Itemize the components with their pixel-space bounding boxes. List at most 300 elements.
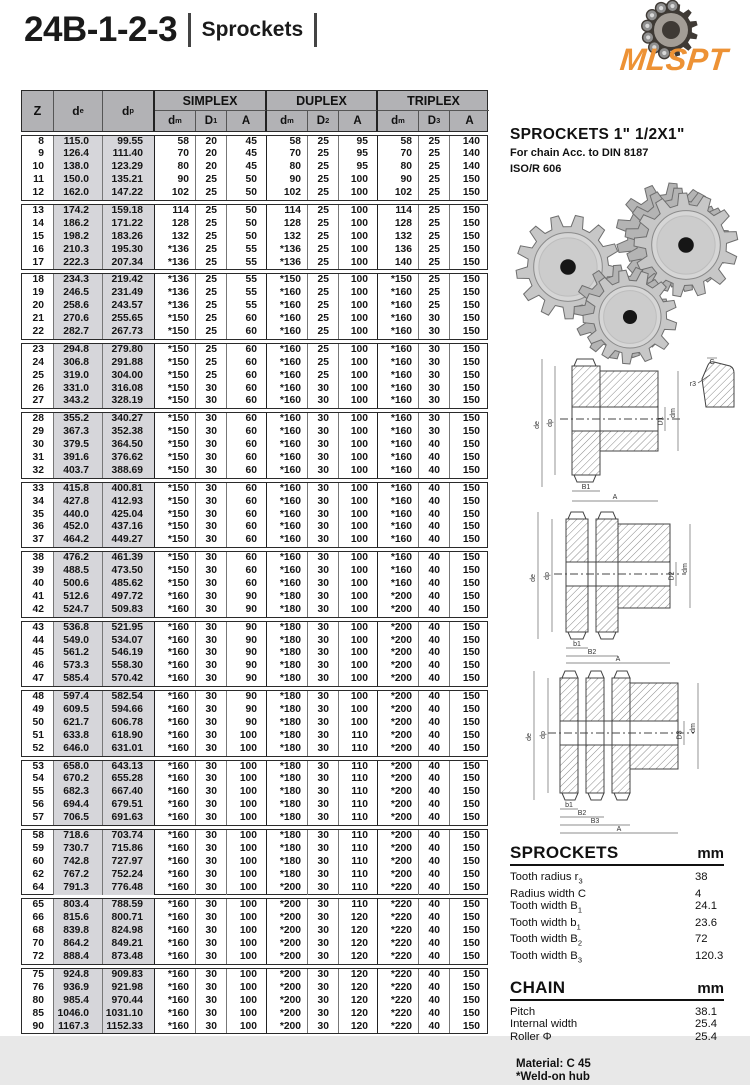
spec-sprockets-rows (510, 871, 724, 967)
table-cell: 30 (419, 326, 450, 339)
table-cell: 150 (462, 1007, 480, 1019)
table-row (22, 635, 487, 648)
col-header-de: d e (54, 91, 103, 131)
table-cell: 1046.0 (54, 1008, 103, 1021)
table-cell: *180 (267, 604, 308, 617)
table-cell: 100 (339, 383, 378, 396)
table-cell: *160 (155, 591, 196, 604)
table-cell: 150 (462, 439, 480, 451)
table-cell: 90 (155, 174, 196, 187)
table-cell: 72 (22, 951, 54, 964)
table-row (22, 982, 487, 995)
spec-chain-rows (510, 1006, 724, 1043)
table-cell: 60 (227, 578, 267, 591)
table-cell: 570.42 (103, 673, 155, 686)
table-cell: 30 (196, 565, 227, 578)
table-cell: *160 (378, 552, 419, 565)
table-cell: 730.7 (54, 843, 103, 856)
table-cell: 30 (196, 673, 227, 686)
table-cell: *160 (155, 830, 196, 843)
table-row (22, 660, 487, 673)
table-cell: *160 (378, 344, 419, 357)
table-cell: 30 (196, 869, 227, 882)
table-cell: *220 (378, 982, 419, 995)
table-cell: 30 (196, 730, 227, 743)
table-cell: 667.40 (103, 786, 155, 799)
table-cell: 25 (308, 205, 339, 218)
table-cell: 120 (339, 1021, 378, 1034)
table-cell: 85 (22, 1008, 54, 1021)
table-cell: *160 (267, 370, 308, 383)
table-cell: 95 (339, 136, 378, 149)
table-cell: 40 (419, 982, 450, 995)
table-cell: 30 (196, 773, 227, 786)
table-cell: 415.8 (54, 483, 103, 496)
table-group (21, 343, 488, 409)
dim-label-dp: dp (540, 731, 547, 739)
table-cell: 195.30 (103, 244, 155, 257)
table-cell: 8 (22, 136, 54, 149)
table-cell: 30 (196, 882, 227, 895)
table-cell: *200 (267, 995, 308, 1008)
table-cell: 150 (462, 413, 480, 425)
table-cell: *180 (267, 660, 308, 673)
table-cell: 150 (462, 356, 480, 368)
table-cell: 30 (196, 925, 227, 938)
table-cell: 40 (419, 465, 450, 478)
table-cell: 25 (196, 274, 227, 287)
table-cell: 76 (22, 982, 54, 995)
table-cell: 30 (196, 578, 227, 591)
table-cell: *220 (378, 951, 419, 964)
table-cell: 100 (227, 882, 267, 895)
table-cell: 58 (155, 136, 196, 149)
table-cell: 60 (227, 565, 267, 578)
table-cell: 150 (462, 464, 480, 476)
table-row (22, 257, 487, 270)
table-cell: 25 (308, 274, 339, 287)
table-cell: 100 (339, 717, 378, 730)
table-cell: 30 (196, 552, 227, 565)
table-row (22, 869, 487, 882)
table-cell: 40 (419, 995, 450, 1008)
table-cell: 95 (339, 148, 378, 161)
table-cell: 25 (196, 205, 227, 218)
table-cell: 25 (308, 174, 339, 187)
table-cell: 120 (339, 951, 378, 964)
page-subtitle: Sprockets (201, 18, 304, 41)
table-cell: *220 (378, 938, 419, 951)
table-cell: 25 (419, 148, 450, 161)
table-cell: 258.6 (54, 300, 103, 313)
table-cell: 100 (339, 426, 378, 439)
table-cell: 30 (196, 483, 227, 496)
table-cell: 55 (227, 244, 267, 257)
table-cell: 102 (155, 187, 196, 200)
col-header-dp: d p (103, 91, 155, 131)
table-cell: 30 (196, 534, 227, 547)
dim-label-b1: B1 (581, 484, 591, 491)
table-cell: 30 (196, 912, 227, 925)
table-cell: *180 (267, 691, 308, 704)
product-heading: SPROCKETS 1" 1/2X1" (510, 126, 685, 143)
spec-label: Internal width (510, 1018, 578, 1031)
table-cell: 100 (227, 786, 267, 799)
table-cell: 464.2 (54, 534, 103, 547)
table-cell: *150 (267, 274, 308, 287)
table-cell: 150 (462, 786, 480, 798)
table-cell: 100 (339, 591, 378, 604)
spec-row (510, 1006, 724, 1018)
table-cell: 30 (308, 717, 339, 730)
table-cell: 25 (196, 231, 227, 244)
spec-chain-header (510, 978, 724, 1001)
table-cell: 120 (339, 995, 378, 1008)
table-cell: 40 (419, 773, 450, 786)
table-cell: *200 (378, 843, 419, 856)
table-cell: 30 (308, 704, 339, 717)
table-row (22, 1021, 487, 1034)
table-cell: 536.8 (54, 622, 103, 635)
table-cell: *150 (155, 439, 196, 452)
table-cell: *200 (267, 1008, 308, 1021)
table-cell: 110 (339, 843, 378, 856)
table-cell: *160 (267, 313, 308, 326)
table-cell: *180 (267, 830, 308, 843)
table-cell: 100 (339, 635, 378, 648)
table-cell: 715.86 (103, 843, 155, 856)
table-cell: *160 (267, 300, 308, 313)
table-cell: 30 (196, 1021, 227, 1034)
table-cell: 162.0 (54, 187, 103, 200)
table-cell: 30 (419, 426, 450, 439)
table-cell: 30 (308, 465, 339, 478)
table-cell: 150 (462, 565, 480, 577)
table-cell: 25 (196, 313, 227, 326)
table-cell: 100 (227, 925, 267, 938)
table-cell: 150 (462, 300, 480, 312)
table-cell: *160 (155, 799, 196, 812)
table-cell: *160 (155, 869, 196, 882)
table-cell: 40 (419, 869, 450, 882)
dim-label-de: de (526, 733, 533, 741)
table-group (21, 690, 488, 756)
table-cell: 985.4 (54, 995, 103, 1008)
table-cell: *150 (155, 465, 196, 478)
table-row (22, 578, 487, 591)
table-cell: *220 (378, 925, 419, 938)
table-cell: 100 (339, 552, 378, 565)
table-cell: 114 (378, 205, 419, 218)
table-cell: 367.3 (54, 426, 103, 439)
table-cell: 150 (462, 691, 480, 703)
table-row (22, 882, 487, 895)
table-cell: *136 (155, 244, 196, 257)
table-cell: 50 (227, 205, 267, 218)
table-cell: 40 (419, 786, 450, 799)
table-cell: 150 (462, 799, 480, 811)
table-cell: 110 (339, 761, 378, 774)
table-cell: 150 (462, 842, 480, 854)
table-cell: *200 (378, 773, 419, 786)
table-row (22, 995, 487, 1008)
table-cell: 57 (22, 812, 54, 825)
table-cell: 488.5 (54, 565, 103, 578)
spec-row (510, 1018, 724, 1030)
table-cell: 40 (419, 812, 450, 825)
table-cell: 150 (462, 230, 480, 242)
table-cell: 100 (227, 869, 267, 882)
table-cell: 30 (308, 761, 339, 774)
table-cell: *150 (155, 483, 196, 496)
table-cell: 606.78 (103, 717, 155, 730)
table-cell: 58 (378, 136, 419, 149)
table-cell: 50 (227, 174, 267, 187)
table-row (22, 1008, 487, 1021)
spec-value: 38.1 (695, 1005, 717, 1018)
table-cell: 100 (339, 218, 378, 231)
table-cell: 30 (308, 509, 339, 522)
table-cell: 150 (462, 1020, 480, 1032)
table-cell: 30 (308, 969, 339, 982)
table-cell: 316.08 (103, 383, 155, 396)
table-cell: 30 (196, 969, 227, 982)
table-row (22, 205, 487, 218)
table-cell: 25 (308, 257, 339, 270)
table-cell: *200 (378, 869, 419, 882)
table-cell: *180 (267, 717, 308, 730)
table-cell: 30 (308, 938, 339, 951)
table-cell: 485.62 (103, 578, 155, 591)
table-cell: 970.44 (103, 995, 155, 1008)
table-cell: 150 (462, 899, 480, 911)
table-cell: 150 (462, 482, 480, 494)
table-cell: 150 (462, 773, 480, 785)
table-cell: *200 (378, 622, 419, 635)
table-row (22, 136, 487, 149)
table-cell: 60 (227, 439, 267, 452)
table-cell: 150 (462, 925, 480, 937)
table-cell: 100 (339, 534, 378, 547)
table-cell: 30 (308, 743, 339, 756)
table-cell: *150 (155, 313, 196, 326)
table-cell: *136 (155, 257, 196, 270)
table-cell: 38 (22, 552, 54, 565)
dim-label-c: C (709, 359, 715, 366)
table-cell: *160 (267, 465, 308, 478)
table-cell: *160 (378, 313, 419, 326)
table-cell: *160 (267, 496, 308, 509)
table-cell: 30 (308, 452, 339, 465)
table-cell: 25 (308, 370, 339, 383)
spec-value: 4 (695, 887, 702, 900)
table-cell: 30 (196, 660, 227, 673)
table-cell: 573.3 (54, 660, 103, 673)
table-cell: 150 (462, 590, 480, 602)
table-cell: 40 (419, 534, 450, 547)
table-cell: 25 (308, 218, 339, 231)
table-cell: 621.7 (54, 717, 103, 730)
table-cell: 80 (155, 161, 196, 174)
table-row (22, 925, 487, 938)
table-cell: 80 (378, 161, 419, 174)
spec-chain-unit: mm (697, 979, 724, 997)
dim-label-b3: B3 (590, 818, 600, 825)
table-cell: 140 (462, 161, 480, 173)
table-group (21, 968, 488, 1034)
table-cell: 30 (419, 413, 450, 426)
table-cell: 65 (22, 899, 54, 912)
table-cell: 30 (308, 647, 339, 660)
table-cell: *160 (378, 370, 419, 383)
table-row (22, 465, 487, 478)
spec-value: 72 (695, 933, 708, 946)
table-cell: 100 (339, 287, 378, 300)
table-cell: 30 (308, 578, 339, 591)
table-row (22, 521, 487, 534)
table-cell: 114 (155, 205, 196, 218)
group-header-simplex: SIMPLEX (155, 91, 267, 111)
table-cell: 25 (419, 136, 450, 149)
table-cell: 90 (22, 1021, 54, 1034)
table-cell: 150 (462, 634, 480, 646)
table-cell: *160 (267, 426, 308, 439)
table-cell: 100 (339, 660, 378, 673)
table-row (22, 187, 487, 200)
table-header (21, 90, 488, 132)
col-header-a: A (465, 115, 474, 127)
table-cell: 30 (308, 773, 339, 786)
table-row (22, 691, 487, 704)
table-cell: 670.2 (54, 773, 103, 786)
table-row (22, 231, 487, 244)
table-cell: 25 (196, 187, 227, 200)
table-cell: 45 (227, 136, 267, 149)
table-cell: 55 (227, 287, 267, 300)
table-cell: 30 (196, 1008, 227, 1021)
table-cell: 400.81 (103, 483, 155, 496)
table-cell: 150 (462, 647, 480, 659)
table-cell: *150 (155, 426, 196, 439)
table-cell: 25 (196, 287, 227, 300)
dim-label-d2: D2 (668, 571, 676, 581)
table-cell: 30 (419, 357, 450, 370)
table-cell: 34 (22, 496, 54, 509)
table-cell: 43 (22, 622, 54, 635)
table-cell: 50 (227, 218, 267, 231)
table-cell: *220 (378, 1008, 419, 1021)
table-cell: *160 (378, 383, 419, 396)
table-cell: 25 (196, 300, 227, 313)
table-cell: *160 (155, 691, 196, 704)
table-cell: 37 (22, 534, 54, 547)
table-group (21, 482, 488, 548)
table-cell: 183.26 (103, 231, 155, 244)
table-cell: 25 (419, 205, 450, 218)
table-cell: 36 (22, 521, 54, 534)
table-cell: 30 (196, 465, 227, 478)
table-cell: *160 (155, 899, 196, 912)
table-cell: 30 (196, 761, 227, 774)
spec-label: Roller Φ (510, 1030, 552, 1043)
table-cell: 100 (227, 830, 267, 843)
table-row (22, 534, 487, 547)
table-cell: 100 (339, 313, 378, 326)
table-row (22, 717, 487, 730)
table-cell: 30 (419, 395, 450, 408)
table-cell: 60 (227, 313, 267, 326)
table-cell: *160 (155, 786, 196, 799)
table-row (22, 843, 487, 856)
table-row (22, 622, 487, 635)
table-cell: 25 (308, 357, 339, 370)
spec-value: 23.6 (695, 916, 717, 929)
table-cell: 70 (378, 148, 419, 161)
table-cell: 198.2 (54, 231, 103, 244)
table-cell: 55 (227, 274, 267, 287)
table-cell: 140 (462, 148, 480, 160)
spec-row (510, 1031, 724, 1043)
table-cell: 243.57 (103, 300, 155, 313)
table-cell: 55 (227, 300, 267, 313)
table-row (22, 899, 487, 912)
table-cell: 35 (22, 509, 54, 522)
table-cell: 110 (339, 869, 378, 882)
table-cell: *160 (267, 509, 308, 522)
table-cell: 631.01 (103, 743, 155, 756)
dim-label-b2: B2 (587, 649, 597, 656)
table-cell: 546.19 (103, 647, 155, 660)
table-cell: 30 (308, 604, 339, 617)
table-cell: *160 (155, 1008, 196, 1021)
table-cell: *160 (378, 578, 419, 591)
table-row (22, 743, 487, 756)
table-cell: 138.0 (54, 161, 103, 174)
table-body (21, 135, 488, 1035)
table-cell: 25 (196, 174, 227, 187)
table-cell: 150 (462, 274, 480, 286)
table-cell: 909.83 (103, 969, 155, 982)
table-cell: 25 (419, 218, 450, 231)
table-cell: *160 (155, 995, 196, 1008)
table-cell: 40 (419, 552, 450, 565)
table-cell: *200 (378, 786, 419, 799)
table-cell: 66 (22, 912, 54, 925)
table-cell: 509.83 (103, 604, 155, 617)
table-cell: 42 (22, 604, 54, 617)
table-cell: 924.8 (54, 969, 103, 982)
table-cell: 219.42 (103, 274, 155, 287)
table-cell: 888.4 (54, 951, 103, 964)
table-cell: 150 (462, 174, 480, 186)
product-standard-line2: ISO/R 606 (510, 163, 562, 175)
table-cell: 30 (308, 882, 339, 895)
table-row (22, 496, 487, 509)
table-cell: *180 (267, 812, 308, 825)
table-cell: 90 (227, 622, 267, 635)
table-cell: 25 (196, 344, 227, 357)
table-cell: 40 (419, 483, 450, 496)
table-cell: 120 (339, 938, 378, 951)
table-cell: 30 (196, 951, 227, 964)
table-cell: 70 (155, 148, 196, 161)
table-cell: 114 (267, 205, 308, 218)
table-cell: 582.54 (103, 691, 155, 704)
table-cell: 500.6 (54, 578, 103, 591)
spec-row (510, 871, 724, 888)
table-cell: *160 (155, 812, 196, 825)
table-cell: 40 (419, 882, 450, 895)
